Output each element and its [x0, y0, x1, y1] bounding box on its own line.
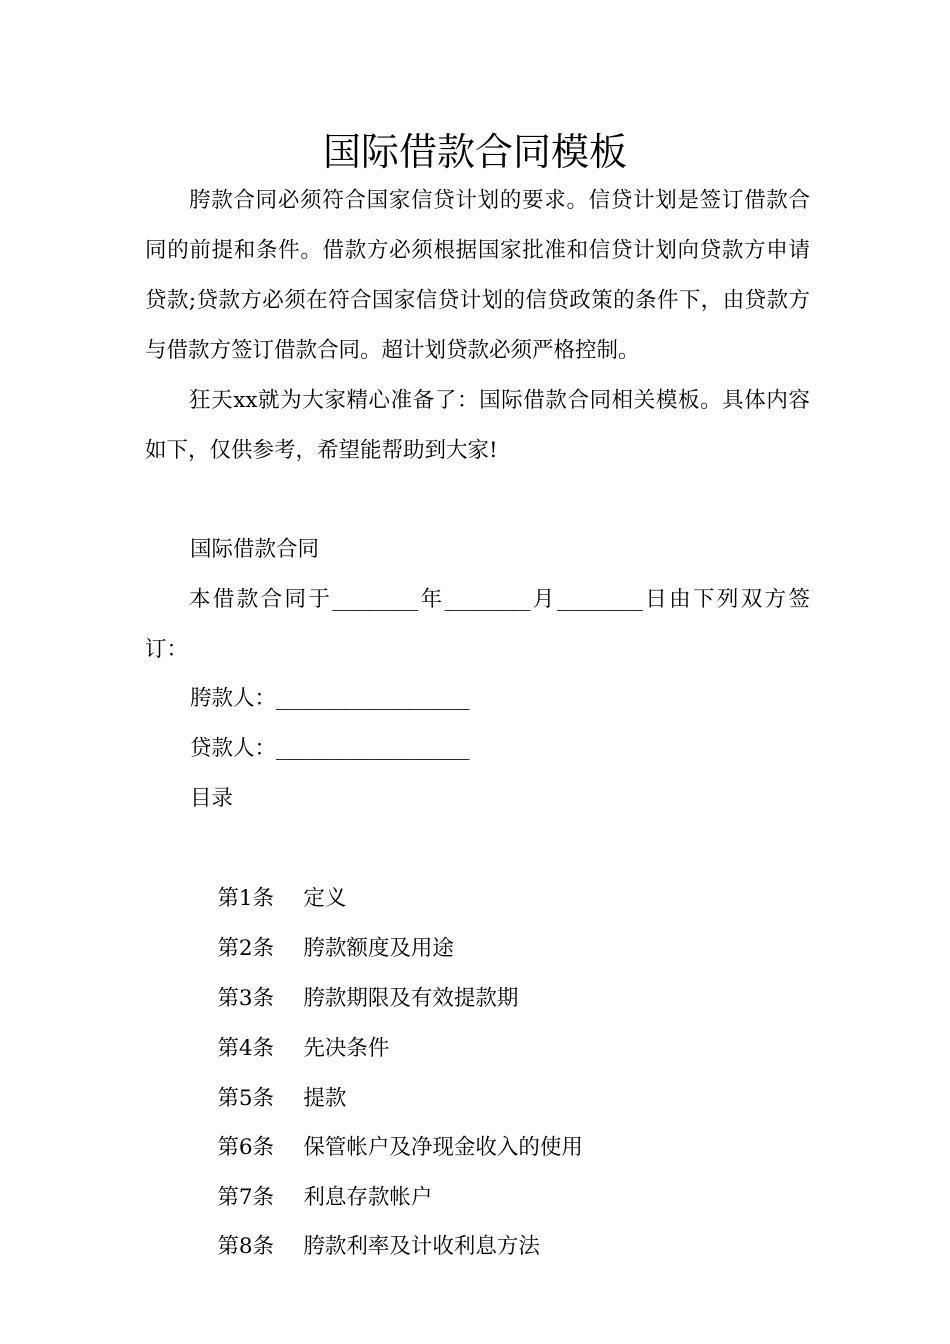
- toc-item: [190, 1172, 540, 1322]
- document-title: 国际借款合同模板: [322, 130, 627, 174]
- contract-heading: 国际借款合同: [190, 537, 320, 562]
- toc-item-number: 第1条: [217, 886, 275, 911]
- toc-item-number: 第5条: [217, 1086, 275, 1111]
- borrower-line: 胯款人：__________________: [190, 686, 470, 711]
- signing-paragraph: 本借款合同于________年________月________日由下列双方签订：: [145, 587, 810, 662]
- toc-item-number: 第8条: [217, 1234, 275, 1259]
- toc-item-number: 第3条: [217, 986, 275, 1011]
- toc-item-number: 第7条: [217, 1185, 275, 1210]
- toc-item-text: 胯款额度及用途: [303, 936, 454, 961]
- toc-item-text: 先决条件: [303, 1036, 390, 1061]
- toc-item-text: 定义: [303, 886, 347, 911]
- toc-item-text: 保管帐户及净现金收入的使用: [303, 1135, 583, 1160]
- toc-item-number: 第2条: [217, 936, 275, 961]
- lender-line: 贷款人：__________________: [190, 736, 470, 761]
- toc-item-number: 第4条: [217, 1036, 275, 1061]
- intro-paragraph-1: 胯款合同必须符合国家信贷计划的要求。信贷计划是签订借款合同的前提和条件。借款方必须根据国家批准和信贷计划向贷款方申请贷款;贷款方必须在符合国家信贷计划的信贷政策的条件下，由贷款方与借款方签订借款合同。超计划贷款必须严格控制。: [145, 188, 810, 363]
- toc-item-number: 第6条: [217, 1135, 275, 1160]
- intro-paragraph-2: 狂天xx就为大家精心准备了：国际借款合同相关模板。具体内容如下，仅供参考，希望能帮助到大家!: [145, 388, 810, 463]
- toc-item-text: 胯款期限及有效提款期: [303, 986, 519, 1011]
- toc-item-text: 提款: [303, 1086, 347, 1111]
- toc-heading: 目录: [190, 786, 234, 811]
- toc-item-text: 利息存款帐户: [303, 1185, 433, 1210]
- toc-item-text: 胯款利率及计收利息方法: [303, 1234, 540, 1259]
